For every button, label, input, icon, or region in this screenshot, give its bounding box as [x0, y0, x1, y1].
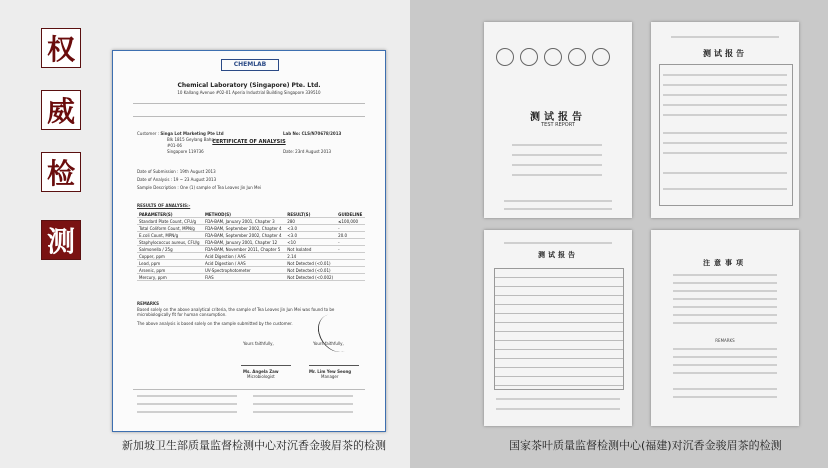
signer-2-name: Mr. Lim Yew Seong: [309, 369, 352, 374]
stamp-icon: [496, 48, 514, 66]
report-page-document: [651, 22, 799, 218]
results-label: RESULTS OF ANALYSIS:-: [137, 203, 191, 208]
table-row: E.coli Count, MPN/g FDA-BAM, September 2002, Chapter 4 <3.0 20.0: [137, 232, 365, 239]
stamp-icon: [520, 48, 538, 66]
report-title: 测试报告: [530, 112, 586, 123]
table-row: Lead, ppm Acid Digestion / AAS Not Detected (<0.01): [137, 260, 365, 267]
stamp-icon: [544, 48, 562, 66]
customer-address-1: Blk 1815 Geylang Bahru: [167, 137, 216, 142]
remarks-text-1: Based solely on the above analytical criteria, the sample of Tea Leaves Jin Jun Mei was found to be microbiologically fit for human consumption.: [137, 307, 335, 317]
signer-1-name: Ms. Angela Zaw: [243, 369, 279, 374]
sample-description: Sample Description : One (1) sample of Tea Leaves Jin Jun Mei: [137, 185, 262, 190]
title-char-2: 威: [41, 90, 81, 130]
company-name: Chemical Laboratory (Singapore) Pte. Ltd.: [177, 82, 321, 89]
table-row: Copper, ppm Acid Digestion / AAS 2.14: [137, 253, 365, 260]
title-char-4: 测: [41, 220, 81, 260]
remarks-label: REMARKS: [137, 301, 159, 306]
table-row: Staphylococcus aureus, CFU/g FDA-BAM, January 2001, Chapter 12 <10 -: [137, 239, 365, 246]
table-header: PARAMETER(S) METHOD(S) RESULT(S) GUIDELINE: [137, 211, 365, 218]
report-date: Date: 23rd August 2013: [283, 149, 332, 154]
customer-address-2: #01-06: [167, 143, 182, 148]
lab-number: Lab No: CLS/N70678/2013: [283, 131, 342, 136]
customer-label: Customer : Singa Lot Marketing Pte Ltd: [137, 131, 224, 136]
stamp-icon: [568, 48, 586, 66]
report-cover-document: [484, 22, 632, 218]
report-page-title: 测试报告: [703, 49, 747, 58]
report-data-title: 测试报告: [538, 251, 578, 259]
signer-2-title: Manager: [321, 374, 339, 379]
table-row: Total Coliform Count, MPN/g FDA-BAM, September 2002, Chapter 4 <3.0 -: [137, 225, 365, 232]
left-caption: 新加坡卫生部质量监督检测中心对沉香金骏眉茶的检测: [122, 439, 386, 452]
table-row: Mercury, ppm FIAS Not Detected (<0.002): [137, 274, 365, 281]
report-data-document: [484, 230, 632, 426]
table-row: Standard Plate Count, CFU/g FDA-BAM, January 2001, Chapter 3 280 ≤100,000: [137, 218, 365, 225]
stamp-icon: [592, 48, 610, 66]
cert-title: CERTIFICATE OF ANALYSIS: [212, 139, 286, 145]
table-row: Salmonella / 25g FDA-BAM, November 2011, Chapter 5 Not Isolated -: [137, 246, 365, 253]
notice-title: 注意事项: [703, 259, 747, 267]
certificate-document: [112, 50, 386, 432]
title-char-3: 检: [41, 152, 81, 192]
analysis-date: Date of Analysis : 19 ~ 23 August 2013: [137, 177, 217, 182]
faithfully-right: Yours faithfully,: [313, 341, 344, 346]
report-subtitle: TEST REPORT: [541, 122, 575, 128]
faithfully-left: Yours faithfully,: [243, 341, 274, 346]
results-table: [137, 211, 365, 281]
report-notice-document: [651, 230, 799, 426]
company-address: 10 Kallang Avenue #02-01 Aperia Industrial Building Singapore 339510: [177, 90, 321, 95]
chemlab-logo: CHEMLAB: [221, 59, 279, 71]
customer-address-3: Singapore 119736: [167, 149, 204, 154]
notice-remarks: REMARKS: [715, 338, 735, 343]
remarks-text-2: The above analysis is based solely on the sample submitted by the customer.: [137, 321, 293, 326]
signer-1-title: Microbiologist: [247, 374, 275, 379]
title-char-1: 权: [41, 28, 81, 68]
table-row: Arsenic, ppm UV-Spectrophotometer Not Detected (<0.01): [137, 267, 365, 274]
submission-date: Date of Submission : 19th August 2013: [137, 169, 216, 174]
right-caption: 国家茶叶质量监督检测中心(福建)对沉香金骏眉茶的检测: [509, 439, 782, 452]
